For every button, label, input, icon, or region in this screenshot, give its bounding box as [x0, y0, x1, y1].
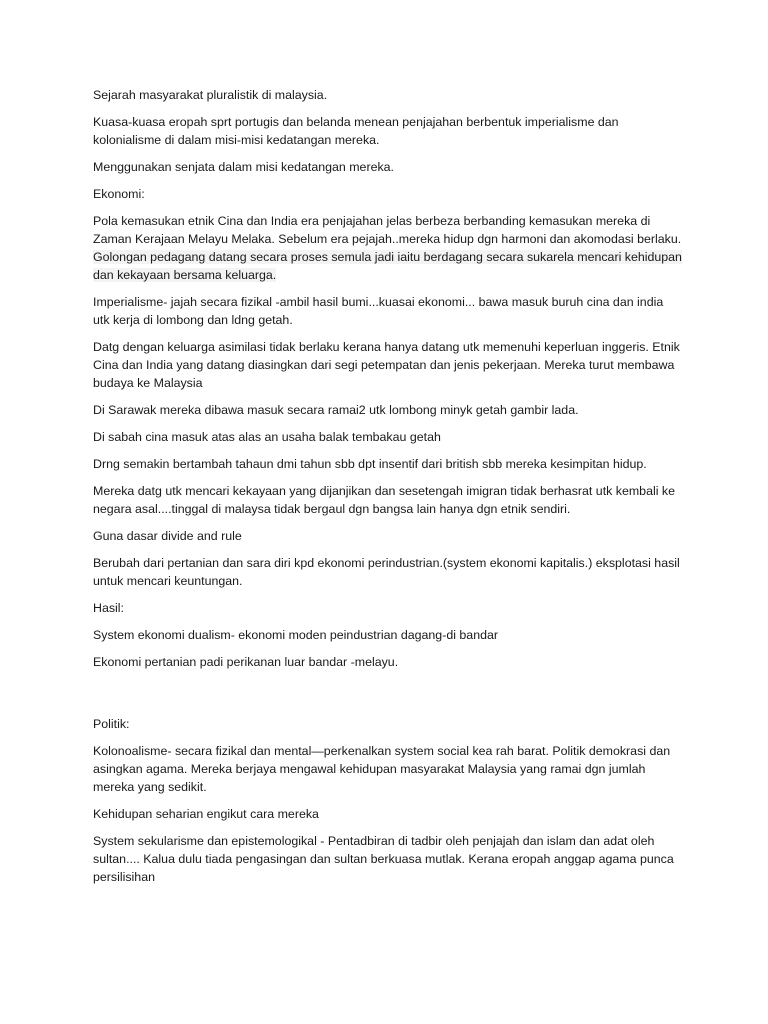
- section-heading-politik: Politik:: [93, 717, 130, 731]
- document-title: Sejarah masyarakat pluralistik di malaysia.: [93, 88, 328, 102]
- paragraph-text: Pola kemasukan etnik Cina dan India era penjajahan jelas berbeza berbanding kemasukan mereka di Zaman Kerajaan Melayu Melaka. Sebelum era pejajah..mereka hidup dgn harmoni dan akomodasi berlaku.: [93, 214, 682, 246]
- highlighted-text: Golongan pedagang datang secara proses semula jadi iaitu berdagang secara sukarela mencari kehidupan dan kekayaan bersama keluarga.: [93, 250, 682, 282]
- paragraph: [93, 212, 683, 284]
- paragraph: System sekularisme dan epistemologikal - Pentadbiran di tadbir oleh penjajah dan islam dan adat oleh sultan.... Kalua dulu tiada pengasingan dan sultan berkuasa mutlak. Kerana eropah anggap agama punca persilisihan: [93, 834, 674, 884]
- paragraph: Kehidupan seharian engikut cara mereka: [93, 807, 319, 821]
- section-heading-hasil: Hasil:: [93, 601, 124, 615]
- paragraph: Ekonomi pertanian padi perikanan luar bandar -melayu.: [93, 655, 399, 669]
- paragraph: Guna dasar divide and rule: [93, 529, 242, 543]
- paragraph: System ekonomi dualism- ekonomi moden peindustrian dagang-di bandar: [93, 628, 498, 642]
- paragraph: Drng semakin bertambah tahaun dmi tahun sbb dpt insentif dari british sbb mereka kesimpitan hidup.: [93, 457, 647, 471]
- paragraph: Menggunakan senjata dalam misi kedatangan mereka.: [93, 160, 394, 174]
- document-body: [93, 86, 683, 895]
- section-heading-ekonomi: Ekonomi:: [93, 187, 145, 201]
- paragraph: Kolonoalisme- secara fizikal dan mental—perkenalkan system social kea rah barat. Politik demokrasi dan asingkan agama. Mereka berjaya mengawal kehidupan masyarakat Malaysia yang ramai dgn jumlah mereka yang sedikit.: [93, 744, 671, 794]
- blank-space: [93, 680, 683, 715]
- paragraph: Datg dengan keluarga asimilasi tidak berlaku kerana hanya datang utk memenuhi keperluan inggeris. Etnik Cina dan India yang datang diasingkan dari segi petempatan dan jenis pekerjaan. Mereka turut membawa budaya ke Malaysia: [93, 340, 680, 390]
- paragraph: Mereka datg utk mencari kekayaan yang dijanjikan dan sesetengah imigran tidak berhasrat utk kembali ke negara asal....tinggal di malaysa tidak bergaul dgn bangsa lain hanya dgn etnik sendiri.: [93, 484, 675, 516]
- paragraph: Di Sarawak mereka dibawa masuk secara ramai2 utk lombong minyk getah gambir lada.: [93, 403, 579, 417]
- paragraph: Berubah dari pertanian dan sara diri kpd ekonomi perindustrian.(system ekonomi kapitalis.) eksplotasi hasil untuk mencari keuntungan.: [93, 556, 680, 588]
- paragraph: Imperialisme- jajah secara fizikal -ambil hasil bumi...kuasai ekonomi... bawa masuk buruh cina dan india utk kerja di lombong dan ldng getah.: [93, 295, 664, 327]
- paragraph: Di sabah cina masuk atas alas an usaha balak tembakau getah: [93, 430, 441, 444]
- paragraph: Kuasa-kuasa eropah sprt portugis dan belanda menean penjajahan berbentuk imperialisme dan kolonialisme di dalam misi-misi kedatangan mereka.: [93, 115, 619, 147]
